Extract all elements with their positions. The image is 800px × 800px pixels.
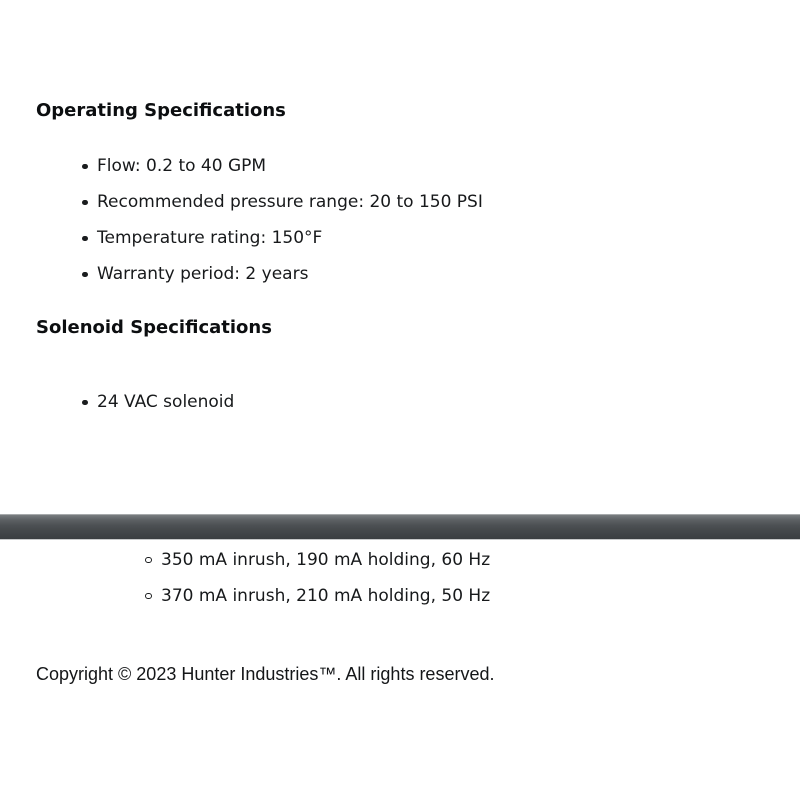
list-item-pressure-range: Recommended pressure range: 20 to 150 PSI bbox=[97, 184, 483, 220]
solenoid-specs-list bbox=[97, 384, 234, 420]
list-item-temperature-rating: Temperature rating: 150°F bbox=[97, 220, 483, 256]
list-item-flow: Flow: 0.2 to 40 GPM bbox=[97, 148, 483, 184]
operating-specs-heading: Operating Specifications bbox=[36, 100, 286, 121]
list-item-warranty-period: Warranty period: 2 years bbox=[97, 256, 483, 292]
list-item-24vac-solenoid: 24 VAC solenoid bbox=[97, 384, 234, 420]
section-divider-bar bbox=[0, 514, 800, 540]
list-item-inrush-50hz: 370 mA inrush, 210 mA holding, 50 Hz bbox=[161, 578, 490, 614]
operating-specs-list bbox=[97, 148, 483, 292]
copyright-text: Copyright © 2023 Hunter Industries™. All rights reserved. bbox=[36, 664, 495, 684]
solenoid-sub-list bbox=[161, 542, 490, 614]
list-item-inrush-60hz: 350 mA inrush, 190 mA holding, 60 Hz bbox=[161, 542, 490, 578]
solenoid-specs-heading: Solenoid Specifications bbox=[36, 317, 272, 338]
